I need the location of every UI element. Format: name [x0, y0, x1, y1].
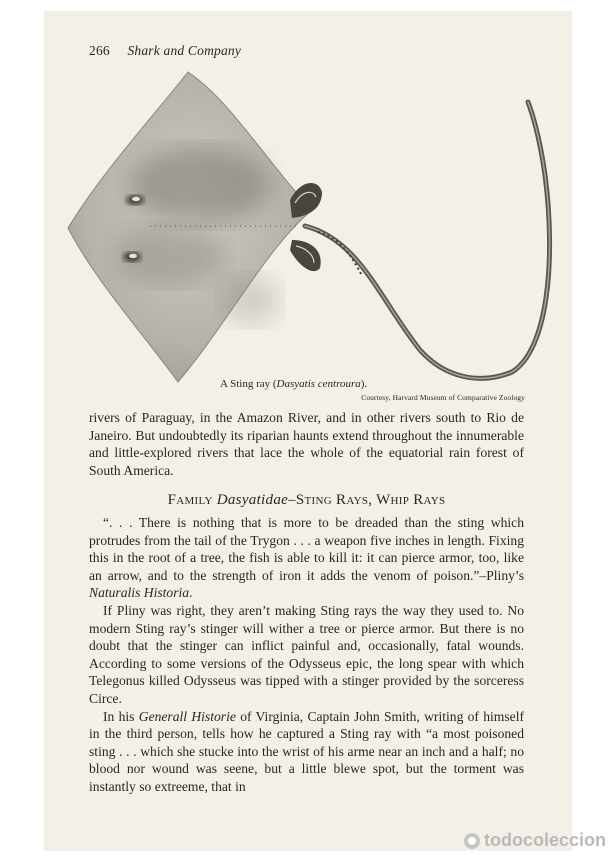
watermark-logo-icon: [464, 833, 480, 849]
running-title: Shark and Company: [127, 43, 242, 58]
caption-species: Dasyatis centroura: [276, 378, 361, 390]
figure-credit: Courtesy, Harvard Museum of Comparative Zoology: [361, 393, 525, 402]
paragraph: “. . . There is nothing that is more to be dreaded than the sting which protrudes from the tail of the Trygon . . . a weapon five inches in length. Fixing this in the root of a tree, the fish is able to kill it: it can pierce armor, too, like an arrow, and to the strength of iron it adds the venom of poison.”–Pliny’s Naturalis Historia.: [89, 514, 524, 601]
paragraph: If Pliny was right, they aren’t making Sting rays the way they used to. No modern Sting ray’s stinger will wither a tree or pierce armor. But there is no doubt that the stinger can inflict painful and, occasionally, fatal wounds. According to some versions of the Odysseus epic, the long spear with which Telegonus killed Odysseus was tipped with a stinger provided by the sorceress Circe.: [89, 602, 524, 706]
section-heading: Family Dasyatidae–Sting Rays, Whip Rays: [167, 492, 446, 509]
sting-ray-illustration: [0, 0, 616, 400]
body-text: [89, 409, 524, 795]
paragraph: In his Generall Historie of Virginia, Captain John Smith, writing of himself in the third person, tells how he captured a Sting ray with “a most poisoned sting . . . which she stucke into the wrist of his arme near an inch and a half; no blood nor wound was seene, but a little blewe spot, but the torment was instantly so extreeme, that in: [89, 708, 525, 794]
watermark: [464, 830, 606, 851]
watermark-text: todocoleccion: [483, 830, 606, 850]
figure-caption: A Sting ray (Dasyatis centroura).: [220, 378, 368, 390]
paragraph: rivers of Paraguay, in the Amazon River, and in other rivers south to Rio de Janeiro. But undoubtedly its riparian haunts extend throughout the innumerable and little-explored rivers that lace the whole of the equatorial rain forest of South America.: [89, 410, 524, 478]
page-number: 266: [89, 43, 110, 58]
